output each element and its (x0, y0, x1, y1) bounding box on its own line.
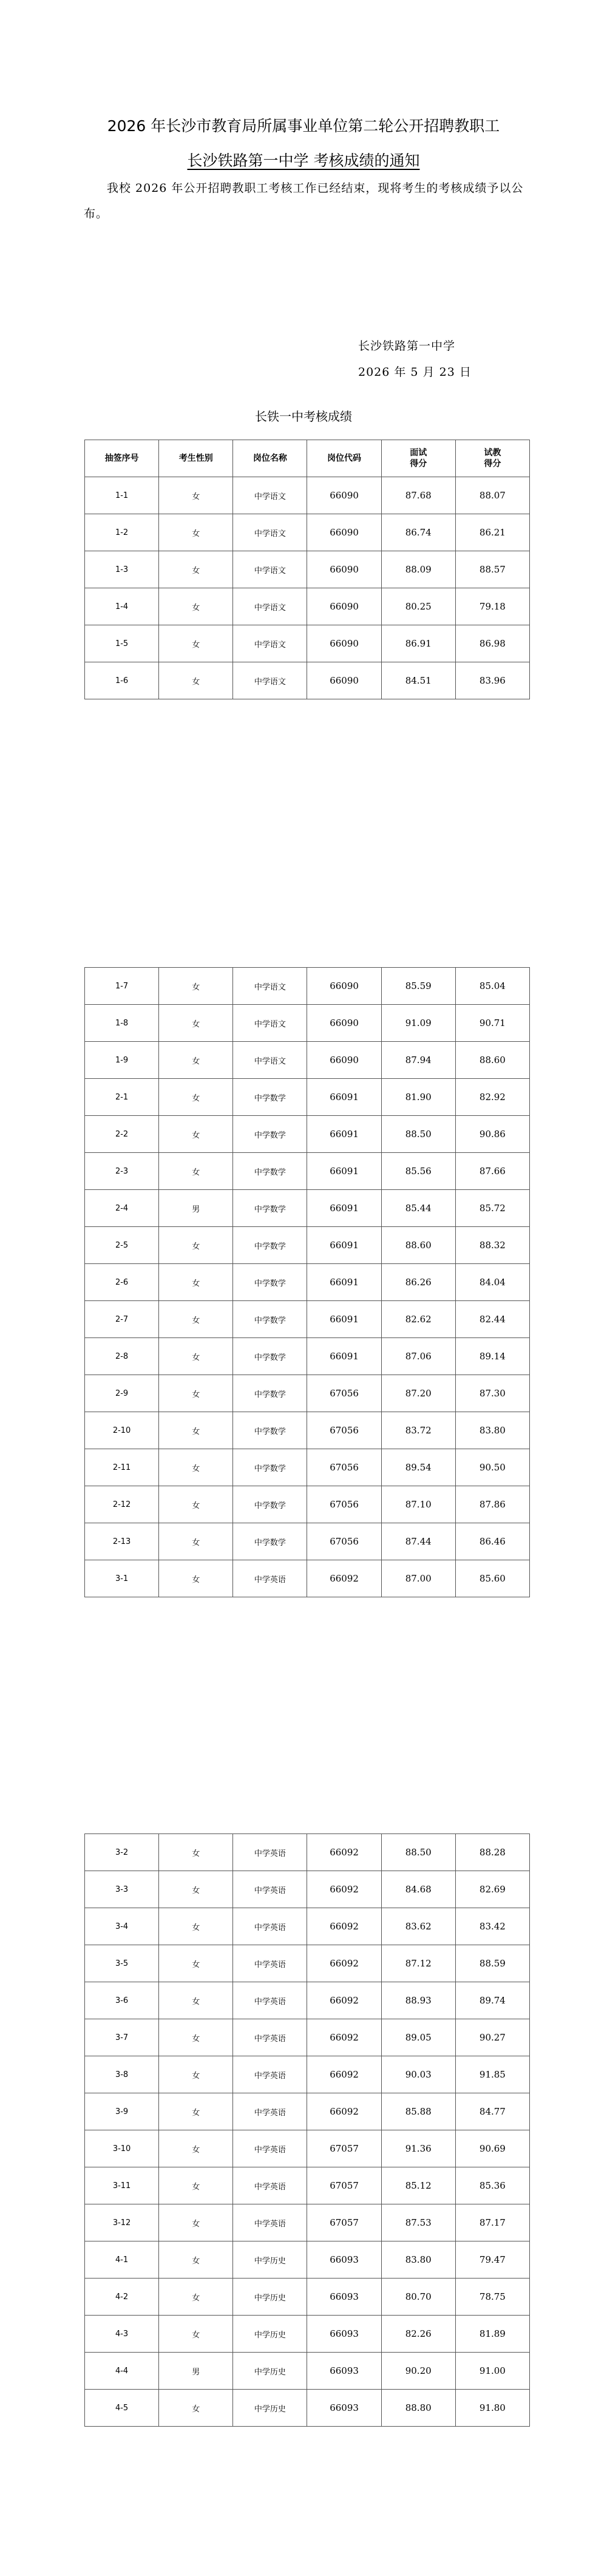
table-row (85, 2093, 530, 2130)
cell-draw-number: 3-9 (85, 2093, 159, 2130)
cell-draw-number: 2-6 (85, 1264, 159, 1301)
table-row (85, 1486, 530, 1523)
cell-interview-score: 83.62 (381, 1908, 455, 1945)
cell-teaching-score: 85.60 (455, 1560, 529, 1597)
cell-teaching-score: 82.44 (455, 1301, 529, 1338)
cell-position-name: 中学语文 (233, 477, 307, 514)
cell-gender: 女 (159, 1338, 233, 1375)
cell-position-name: 中学数学 (233, 1264, 307, 1301)
cell-interview-score: 88.60 (381, 1227, 455, 1264)
table-row (85, 625, 530, 662)
header-position-name: 岗位名称 (233, 440, 307, 477)
cell-gender: 女 (159, 2390, 233, 2427)
cell-draw-number: 1-8 (85, 1005, 159, 1042)
cell-teaching-score: 89.74 (455, 1982, 529, 2019)
cell-gender: 女 (159, 1412, 233, 1449)
cell-position-code: 67056 (307, 1412, 381, 1449)
cell-position-code: 67057 (307, 2130, 381, 2167)
notice-title-line1: 2026 年长沙市教育局所属事业单位第二轮公开招聘教职工 (107, 117, 500, 135)
cell-position-code: 66091 (307, 1338, 381, 1375)
cell-position-code: 66091 (307, 1264, 381, 1301)
cell-interview-score: 87.94 (381, 1042, 455, 1079)
cell-position-code: 66092 (307, 2019, 381, 2056)
cell-draw-number: 1-2 (85, 514, 159, 551)
cell-teaching-score: 86.98 (455, 625, 529, 662)
cell-teaching-score: 90.69 (455, 2130, 529, 2167)
cell-position-code: 66093 (307, 2279, 381, 2316)
cell-teaching-score: 87.86 (455, 1486, 529, 1523)
table-row (85, 1523, 530, 1560)
cell-teaching-score: 85.36 (455, 2167, 529, 2204)
cell-teaching-score: 88.07 (455, 477, 529, 514)
cell-gender: 女 (159, 1227, 233, 1264)
cell-position-code: 66092 (307, 1945, 381, 1982)
cell-draw-number: 3-8 (85, 2056, 159, 2093)
cell-gender: 女 (159, 588, 233, 625)
table-row (85, 588, 530, 625)
cell-interview-score: 86.74 (381, 514, 455, 551)
cell-position-name: 中学数学 (233, 1523, 307, 1560)
cell-draw-number: 2-12 (85, 1486, 159, 1523)
cell-position-name: 中学语文 (233, 514, 307, 551)
cell-gender: 女 (159, 2204, 233, 2241)
cell-gender: 女 (159, 1945, 233, 1982)
cell-position-code: 66091 (307, 1227, 381, 1264)
table-row (85, 2204, 530, 2241)
cell-gender: 男 (159, 1190, 233, 1227)
table-row (85, 1412, 530, 1449)
cell-position-name: 中学语文 (233, 588, 307, 625)
cell-interview-score: 90.03 (381, 2056, 455, 2093)
cell-draw-number: 3-5 (85, 1945, 159, 1982)
cell-position-name: 中学历史 (233, 2353, 307, 2390)
cell-position-code: 66092 (307, 2056, 381, 2093)
header-draw-number: 抽签序号 (85, 440, 159, 477)
cell-gender: 女 (159, 551, 233, 588)
cell-interview-score: 87.68 (381, 477, 455, 514)
cell-gender: 女 (159, 1079, 233, 1116)
table-row (85, 2390, 530, 2427)
table-row (85, 1153, 530, 1190)
cell-draw-number: 1-4 (85, 588, 159, 625)
cell-position-code: 66091 (307, 1079, 381, 1116)
cell-interview-score: 89.54 (381, 1449, 455, 1486)
cell-position-code: 67057 (307, 2167, 381, 2204)
cell-gender: 女 (159, 1264, 233, 1301)
cell-position-name: 中学数学 (233, 1079, 307, 1116)
cell-draw-number: 2-10 (85, 1412, 159, 1449)
cell-teaching-score: 90.50 (455, 1449, 529, 1486)
cell-position-name: 中学英语 (233, 1834, 307, 1871)
table-row (85, 2019, 530, 2056)
cell-position-code: 67056 (307, 1523, 381, 1560)
cell-teaching-score: 84.04 (455, 1264, 529, 1301)
cell-position-code: 66090 (307, 477, 381, 514)
cell-position-name: 中学英语 (233, 1982, 307, 2019)
cell-teaching-score: 88.57 (455, 551, 529, 588)
cell-gender: 女 (159, 1042, 233, 1079)
cell-interview-score: 83.80 (381, 2241, 455, 2279)
cell-position-name: 中学英语 (233, 2204, 307, 2241)
cell-position-code: 66091 (307, 1301, 381, 1338)
cell-position-name: 中学数学 (233, 1375, 307, 1412)
cell-draw-number: 2-7 (85, 1301, 159, 1338)
cell-position-name: 中学英语 (233, 2056, 307, 2093)
cell-gender: 女 (159, 1982, 233, 2019)
cell-interview-score: 87.44 (381, 1523, 455, 1560)
score-table-page-1 (84, 440, 530, 699)
cell-gender: 女 (159, 2279, 233, 2316)
cell-position-name: 中学英语 (233, 1908, 307, 1945)
cell-position-code: 66091 (307, 1153, 381, 1190)
cell-position-code: 66090 (307, 551, 381, 588)
cell-teaching-score: 87.17 (455, 2204, 529, 2241)
cell-draw-number: 2-13 (85, 1523, 159, 1560)
table-row (85, 2130, 530, 2167)
cell-position-code: 66091 (307, 1116, 381, 1153)
score-table-page-3 (84, 1833, 530, 2427)
cell-teaching-score: 90.71 (455, 1005, 529, 1042)
table-row (85, 477, 530, 514)
cell-position-name: 中学英语 (233, 2130, 307, 2167)
cell-position-name: 中学数学 (233, 1227, 307, 1264)
cell-teaching-score: 78.75 (455, 2279, 529, 2316)
cell-teaching-score: 82.92 (455, 1079, 529, 1116)
cell-interview-score: 91.09 (381, 1005, 455, 1042)
cell-teaching-score: 88.32 (455, 1227, 529, 1264)
cell-position-code: 66093 (307, 2316, 381, 2353)
cell-teaching-score: 79.47 (455, 2241, 529, 2279)
cell-draw-number: 3-12 (85, 2204, 159, 2241)
cell-draw-number: 4-1 (85, 2241, 159, 2279)
table-row (85, 2279, 530, 2316)
cell-interview-score: 88.50 (381, 1116, 455, 1153)
table-row (85, 1834, 530, 1871)
table-title: 长铁一中考核成绩 (255, 409, 352, 424)
cell-position-name: 中学语文 (233, 1005, 307, 1042)
cell-interview-score: 84.51 (381, 662, 455, 699)
cell-position-name: 中学数学 (233, 1190, 307, 1227)
cell-interview-score: 82.62 (381, 1301, 455, 1338)
cell-teaching-score: 86.21 (455, 514, 529, 551)
table-row (85, 1116, 530, 1153)
cell-position-name: 中学语文 (233, 1042, 307, 1079)
cell-teaching-score: 85.72 (455, 1190, 529, 1227)
cell-gender: 女 (159, 477, 233, 514)
cell-teaching-score: 91.80 (455, 2390, 529, 2427)
table-row (85, 1982, 530, 2019)
cell-position-code: 66092 (307, 1834, 381, 1871)
cell-gender: 女 (159, 2167, 233, 2204)
cell-position-code: 66091 (307, 1190, 381, 1227)
table-row (85, 1301, 530, 1338)
cell-gender: 女 (159, 2130, 233, 2167)
cell-draw-number: 4-5 (85, 2390, 159, 2427)
cell-draw-number: 2-1 (85, 1079, 159, 1116)
cell-position-code: 66093 (307, 2390, 381, 2427)
cell-interview-score: 87.06 (381, 1338, 455, 1375)
cell-teaching-score: 89.14 (455, 1338, 529, 1375)
table-row (85, 2056, 530, 2093)
table-row (85, 1871, 530, 1908)
cell-gender: 女 (159, 1449, 233, 1486)
cell-interview-score: 80.70 (381, 2279, 455, 2316)
cell-gender: 女 (159, 1871, 233, 1908)
cell-position-name: 中学英语 (233, 2167, 307, 2204)
cell-interview-score: 81.90 (381, 1079, 455, 1116)
cell-position-name: 中学数学 (233, 1486, 307, 1523)
cell-teaching-score: 83.42 (455, 1908, 529, 1945)
cell-interview-score: 80.25 (381, 588, 455, 625)
cell-teaching-score: 88.60 (455, 1042, 529, 1079)
cell-gender: 女 (159, 1153, 233, 1190)
cell-gender: 女 (159, 662, 233, 699)
cell-draw-number: 3-1 (85, 1560, 159, 1597)
cell-draw-number: 1-7 (85, 968, 159, 1005)
cell-gender: 女 (159, 1116, 233, 1153)
cell-position-code: 67057 (307, 2204, 381, 2241)
cell-position-code: 66090 (307, 514, 381, 551)
cell-teaching-score: 81.89 (455, 2316, 529, 2353)
cell-teaching-score: 90.27 (455, 2019, 529, 2056)
cell-draw-number: 2-3 (85, 1153, 159, 1190)
cell-draw-number: 3-11 (85, 2167, 159, 2204)
cell-gender: 女 (159, 2019, 233, 2056)
table-row (85, 1908, 530, 1945)
cell-draw-number: 2-11 (85, 1449, 159, 1486)
cell-position-code: 66092 (307, 1560, 381, 1597)
cell-position-name: 中学数学 (233, 1116, 307, 1153)
cell-interview-score: 85.44 (381, 1190, 455, 1227)
table-row (85, 2241, 530, 2279)
cell-draw-number: 1-9 (85, 1042, 159, 1079)
cell-teaching-score: 83.96 (455, 662, 529, 699)
cell-interview-score: 87.10 (381, 1486, 455, 1523)
table-row (85, 1375, 530, 1412)
cell-draw-number: 3-7 (85, 2019, 159, 2056)
cell-draw-number: 3-6 (85, 1982, 159, 2019)
cell-gender: 女 (159, 1301, 233, 1338)
cell-teaching-score: 82.69 (455, 1871, 529, 1908)
cell-draw-number: 1-6 (85, 662, 159, 699)
table-row (85, 1560, 530, 1597)
table-row (85, 662, 530, 699)
cell-position-code: 66090 (307, 1042, 381, 1079)
notice-title-line2 (0, 149, 607, 171)
cell-position-name: 中学英语 (233, 1871, 307, 1908)
cell-interview-score: 89.05 (381, 2019, 455, 2056)
cell-teaching-score: 85.04 (455, 968, 529, 1005)
cell-interview-score: 88.09 (381, 551, 455, 588)
cell-gender: 男 (159, 2353, 233, 2390)
cell-interview-score: 85.12 (381, 2167, 455, 2204)
cell-gender: 女 (159, 1375, 233, 1412)
cell-gender: 女 (159, 625, 233, 662)
table-row (85, 1227, 530, 1264)
cell-interview-score: 84.68 (381, 1871, 455, 1908)
cell-draw-number: 2-8 (85, 1338, 159, 1375)
cell-position-name: 中学语文 (233, 662, 307, 699)
cell-gender: 女 (159, 514, 233, 551)
header-interview-score: 面试 得分 (381, 440, 455, 477)
table-row (85, 551, 530, 588)
cell-gender: 女 (159, 1486, 233, 1523)
cell-position-name: 中学数学 (233, 1449, 307, 1486)
cell-interview-score: 85.59 (381, 968, 455, 1005)
table-row (85, 1079, 530, 1116)
score-table-page-2 (84, 967, 530, 1597)
notice-title-line2-text: 长沙铁路第一中学 考核成绩的通知 (187, 152, 420, 169)
cell-interview-score: 87.53 (381, 2204, 455, 2241)
cell-draw-number: 4-3 (85, 2316, 159, 2353)
cell-draw-number: 2-5 (85, 1227, 159, 1264)
cell-gender: 女 (159, 1908, 233, 1945)
cell-interview-score: 91.36 (381, 2130, 455, 2167)
cell-draw-number: 3-3 (85, 1871, 159, 1908)
cell-draw-number: 1-1 (85, 477, 159, 514)
cell-gender: 女 (159, 1560, 233, 1597)
cell-interview-score: 87.12 (381, 1945, 455, 1982)
cell-gender: 女 (159, 1523, 233, 1560)
cell-position-code: 66093 (307, 2353, 381, 2390)
header-position-code: 岗位代码 (307, 440, 381, 477)
table-row (85, 968, 530, 1005)
cell-draw-number: 1-5 (85, 625, 159, 662)
cell-gender: 女 (159, 1005, 233, 1042)
cell-interview-score: 86.26 (381, 1264, 455, 1301)
cell-position-name: 中学数学 (233, 1338, 307, 1375)
cell-position-name: 中学数学 (233, 1412, 307, 1449)
cell-gender: 女 (159, 1834, 233, 1871)
cell-teaching-score: 90.86 (455, 1116, 529, 1153)
cell-draw-number: 4-2 (85, 2279, 159, 2316)
cell-position-name: 中学英语 (233, 2019, 307, 2056)
header-teaching-score: 试教 得分 (455, 440, 529, 477)
cell-position-code: 66092 (307, 1908, 381, 1945)
cell-position-name: 中学英语 (233, 1945, 307, 1982)
intro-paragraph: 我校 2026 年公开招聘教职工考核工作已经结束，现将考生的考核成绩予以公布。 (84, 182, 524, 220)
cell-draw-number: 3-4 (85, 1908, 159, 1945)
cell-interview-score: 88.80 (381, 2390, 455, 2427)
cell-interview-score: 82.26 (381, 2316, 455, 2353)
table-row (85, 1945, 530, 1982)
cell-teaching-score: 91.85 (455, 2056, 529, 2093)
cell-draw-number: 2-2 (85, 1116, 159, 1153)
cell-teaching-score: 83.80 (455, 1412, 529, 1449)
table-row (85, 1264, 530, 1301)
cell-position-name: 中学语文 (233, 968, 307, 1005)
cell-position-code: 66090 (307, 625, 381, 662)
cell-interview-score: 86.91 (381, 625, 455, 662)
table-row (85, 1005, 530, 1042)
table-row (85, 2316, 530, 2353)
cell-position-code: 67056 (307, 1486, 381, 1523)
cell-draw-number: 1-3 (85, 551, 159, 588)
cell-position-name: 中学历史 (233, 2241, 307, 2279)
cell-position-code: 66090 (307, 968, 381, 1005)
cell-position-name: 中学英语 (233, 2093, 307, 2130)
cell-gender: 女 (159, 2056, 233, 2093)
cell-draw-number: 2-4 (85, 1190, 159, 1227)
cell-teaching-score: 79.18 (455, 588, 529, 625)
cell-interview-score: 85.88 (381, 2093, 455, 2130)
cell-gender: 女 (159, 2241, 233, 2279)
cell-position-name: 中学历史 (233, 2390, 307, 2427)
cell-position-code: 66092 (307, 1871, 381, 1908)
signature-date: 2026 年 5 月 23 日 (358, 365, 472, 379)
cell-position-code: 66090 (307, 662, 381, 699)
signature-school: 长沙铁路第一中学 (358, 339, 456, 353)
cell-position-code: 66090 (307, 588, 381, 625)
cell-interview-score: 87.20 (381, 1375, 455, 1412)
cell-interview-score: 90.20 (381, 2353, 455, 2390)
cell-teaching-score: 91.00 (455, 2353, 529, 2390)
cell-draw-number: 4-4 (85, 2353, 159, 2390)
table-row (85, 1190, 530, 1227)
cell-position-name: 中学历史 (233, 2279, 307, 2316)
cell-interview-score: 85.56 (381, 1153, 455, 1190)
cell-position-code: 66093 (307, 2241, 381, 2279)
cell-interview-score: 83.72 (381, 1412, 455, 1449)
table-row (85, 1042, 530, 1079)
table-row (85, 2353, 530, 2390)
cell-position-code: 66090 (307, 1005, 381, 1042)
cell-teaching-score: 87.66 (455, 1153, 529, 1190)
table-header-row (85, 440, 530, 477)
cell-position-name: 中学历史 (233, 2316, 307, 2353)
cell-draw-number: 2-9 (85, 1375, 159, 1412)
cell-teaching-score: 88.28 (455, 1834, 529, 1871)
cell-position-name: 中学语文 (233, 625, 307, 662)
table-row (85, 1338, 530, 1375)
cell-gender: 女 (159, 2093, 233, 2130)
cell-teaching-score: 86.46 (455, 1523, 529, 1560)
cell-position-code: 66092 (307, 2093, 381, 2130)
cell-gender: 女 (159, 968, 233, 1005)
cell-interview-score: 87.00 (381, 1560, 455, 1597)
cell-teaching-score: 84.77 (455, 2093, 529, 2130)
header-gender: 考生性别 (159, 440, 233, 477)
cell-position-name: 中学语文 (233, 551, 307, 588)
cell-position-name: 中学数学 (233, 1153, 307, 1190)
table-row (85, 514, 530, 551)
cell-position-name: 中学数学 (233, 1301, 307, 1338)
cell-teaching-score: 88.59 (455, 1945, 529, 1982)
cell-interview-score: 88.93 (381, 1982, 455, 2019)
cell-draw-number: 3-10 (85, 2130, 159, 2167)
cell-gender: 女 (159, 2316, 233, 2353)
cell-position-code: 66092 (307, 1982, 381, 2019)
table-row (85, 1449, 530, 1486)
cell-position-code: 67056 (307, 1449, 381, 1486)
cell-position-code: 67056 (307, 1375, 381, 1412)
cell-teaching-score: 87.30 (455, 1375, 529, 1412)
table-row (85, 2167, 530, 2204)
cell-position-name: 中学英语 (233, 1560, 307, 1597)
cell-interview-score: 88.50 (381, 1834, 455, 1871)
cell-draw-number: 3-2 (85, 1834, 159, 1871)
